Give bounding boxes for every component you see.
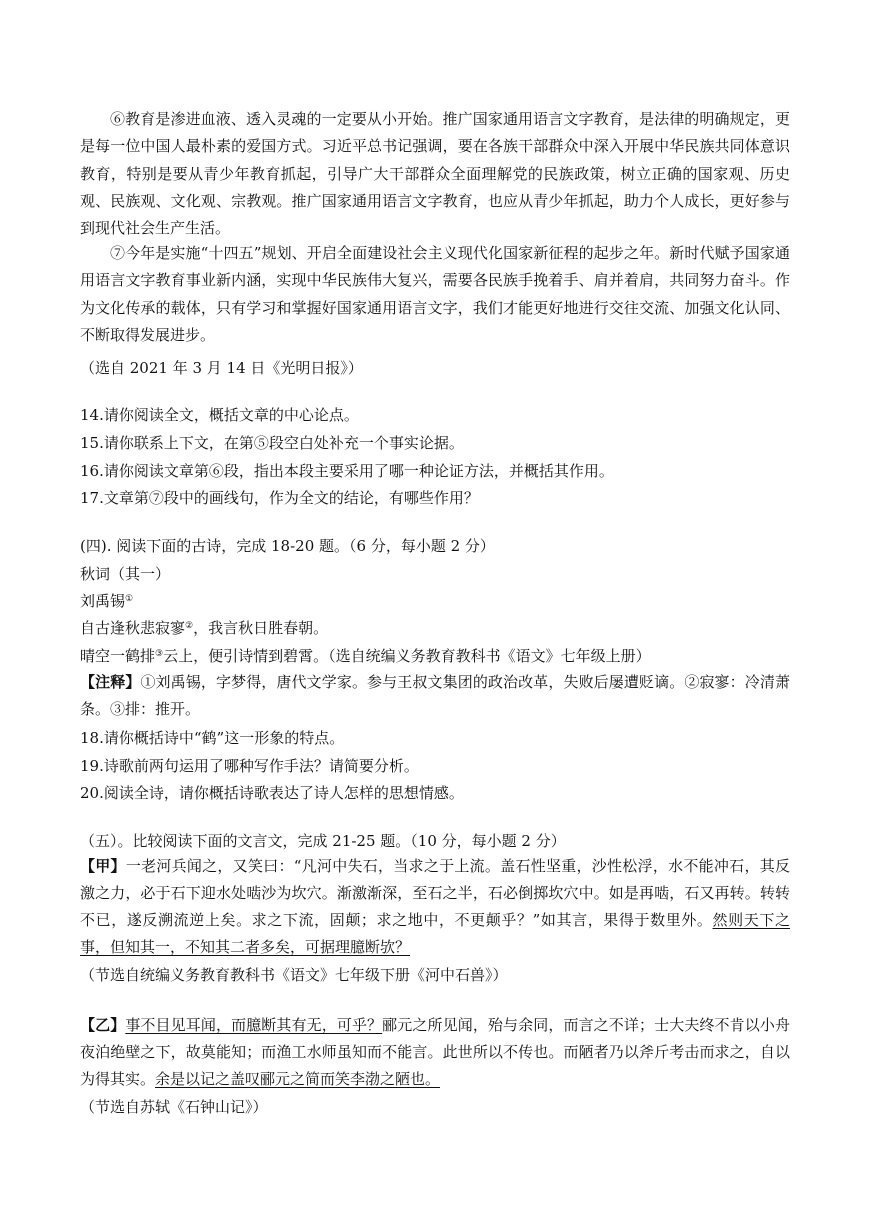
paragraph-7: ⑦今年是实施“十四五”规划、开启全面建设社会主义现代化国家新征程的起步之年。新时代赋予国家通用语言文字教育事业新内涵，实现中华民族伟大复兴，需要各民族手挽着手、肩并着肩，共同努力奋斗。作为文化传承的载体，只有学习和掌握好国家通用语言文字，我们才能更好地进行交往交流、加强文化认同、不断取得发展进步。 — [80, 244, 790, 344]
passage-yi-label: 【乙】 — [80, 1016, 126, 1034]
underlined-sentence: 余是以记之盖叹郦元之简而笑李渤之陋也。 — [155, 1070, 441, 1088]
question-15: 15.请你联系上下文，在第⑤段空白处补充一个事实论据。 — [80, 434, 464, 452]
question-18: 18.请你概括诗中“鹤”这一形象的特点。 — [80, 729, 345, 747]
section-4-header: (四). 阅读下面的古诗，完成 18-20 题。（6 分，每小题 2 分） — [80, 537, 495, 555]
underlined-sentence: 事不目见耳闻，而臆断其有无，可乎？ — [125, 1016, 383, 1034]
source-citation: （选自 2021 年 3 月 14 日《光明日报》） — [80, 359, 363, 377]
poem-author: 刘禹锡① — [80, 592, 134, 610]
question-14: 14.请你阅读全文，概括文章的中心论点。 — [80, 406, 359, 424]
question-16: 16.请你阅读文章第⑥段，指出本段主要采用了哪一种论证方法，并概括其作用。 — [80, 462, 614, 480]
notes-label: 【注释】 — [80, 673, 141, 691]
source-citation: （节选自苏轼《石钟山记》） — [80, 1098, 268, 1116]
poem-line-2: 晴空一鹤排③云上，便引诗情到碧霄。（选自统编义务教育教科书《语文》七年级上册） — [80, 647, 651, 665]
footnote-mark: ① — [125, 594, 134, 604]
question-17: 17.文章第⑦段中的画线句，作为全文的结论，有哪些作用？ — [80, 489, 479, 507]
poem-line-1: 自古逢秋悲寂寥②，我言秋日胜春朝。 — [80, 619, 329, 637]
passage-jia-label: 【甲】 — [80, 857, 126, 875]
question-19: 19.诗歌前两句运用了哪种写作手法？请简要分析。 — [80, 757, 419, 775]
section-5-header: （五）。比较阅读下面的文言文，完成 21-25 题。（10 分，每小题 2 分） — [80, 832, 566, 850]
passage-jia: 【甲】一老河兵闻之，又笑曰：“凡河中失石，当求之于上流。盖石性坚重，沙性松浮，水不能冲石，其反激之力，必于石下迎水处啮沙为坎穴。渐激渐深，至石之半，石必倒掷坎穴中。如是再啮，石又再转。转转不已，遂反溯流逆上矣。求之下流，固颠；求之地中，不更颠乎？”如其言，果得于数里外。然则天下之事，但知其一，不知其二者多矣，可据理臆断欤？ — [80, 857, 790, 956]
footnote-mark: ② — [185, 621, 194, 631]
poem-notes: 【注释】①刘禹锡，字梦得，唐代文学家。参与王叔文集团的政治改革，失败后屡遭贬谪。②寂寥：冷清萧条。③排：推开。 — [80, 673, 790, 718]
paragraph-6: ⑥教育是渗进血液、透入灵魂的一定要从小开始。推广国家通用语言文字教育，是法律的明确规定，更是每一位中国人最朴素的爱国方式。习近平总书记强调，要在各族干部群众中深入开展中华民族共同体意识教育，特别是要从青少年教育抓起，引导广大干部群众全面理解党的民族政策，树立正确的国家观、历史观、民族观、文化观、宗教观。推广国家通用语言文字教育，也应从青少年抓起，助力个人成长，更好参与到现代社会生产生活。 — [80, 110, 790, 238]
underlined-sentence: 然则天下之事，但知其一，不知其二者多矣，可据理臆断欤？ — [80, 911, 790, 956]
question-20: 20.阅读全诗，请你概括诗歌表达了诗人怎样的思想情感。 — [80, 784, 464, 802]
footnote-mark: ③ — [155, 649, 164, 659]
passage-yi: 【乙】事不目见耳闻，而臆断其有无，可乎？郦元之所见闻，殆与余同，而言之不详；士大夫终不肯以小舟夜泊绝壁之下，故莫能知；而渔工水师虽知而不能言。此世所以不传也。而陋者乃以斧斤考击而求之，自以为得其实。余是以记之盖叹郦元之简而笑李渤之陋也。 — [80, 1016, 790, 1088]
poem-title: 秋词（其一） — [80, 565, 171, 583]
source-citation: （节选自统编义务教育教科书《语文》七年级下册《河中石兽》） — [80, 966, 508, 984]
